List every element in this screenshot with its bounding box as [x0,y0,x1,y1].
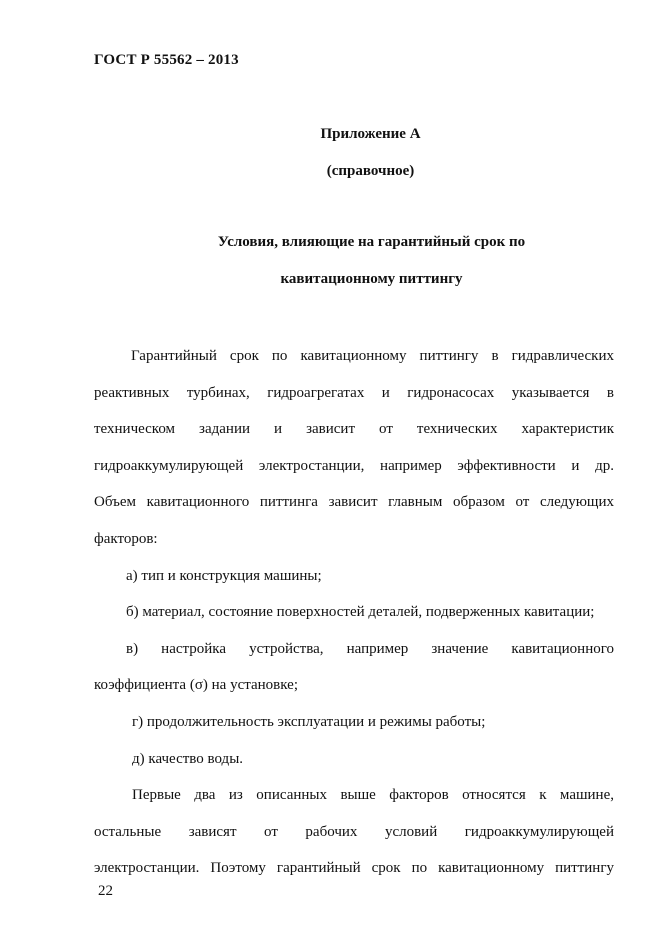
list-item-a: а) тип и конструкция машины; [126,567,322,584]
paragraph-line: Первые два из описанных выше факторов относятся к машине, [132,787,614,804]
page-number: 22 [98,883,113,899]
paragraph-line: техническом задании и зависит от технических характеристик [94,421,614,438]
list-item-d: д) качество воды. [132,750,244,767]
paragraph-line: реактивных турбинах, гидроагрегатах и гидронасосах указывается в [94,384,614,401]
document-code-header: ГОСТ Р 55562 – 2013 [94,52,239,68]
paragraph-line: остальные зависят от рабочих условий гидроаккумулирующей [94,823,614,840]
list-item-c-line-2: коэффициента (σ) на установке; [94,677,298,694]
appendix-type: (справочное) [326,163,415,179]
list-item-g: г) продолжительность эксплуатации и режимы работы; [132,713,486,730]
list-item-b: б) материал, состояние поверхностей деталей, подверженных кавитации; [126,604,595,621]
paragraph-line: гидроаккумулирующей электростанции, например эффективности и др. [94,457,614,474]
section-title-line-2: кавитационному питтингу [280,271,463,287]
paragraph-line: электростанции. Поэтому гарантийный срок по кавитационному питтингу [94,860,614,877]
paragraph-line: Гарантийный срок по кавитационному питтингу в гидравлических [131,348,614,364]
body-text [94,338,614,887]
appendix-label: Приложение А [320,126,421,142]
paragraph-line: факторов: [94,530,158,547]
section-title-line-1: Условия, влияющие на гарантийный срок по [217,234,526,250]
list-item-c-line-1: в) настройка устройства, например значение кавитационного [126,640,614,657]
paragraph-line: Объем кавитационного питтинга зависит главным образом от следующих [94,494,614,511]
